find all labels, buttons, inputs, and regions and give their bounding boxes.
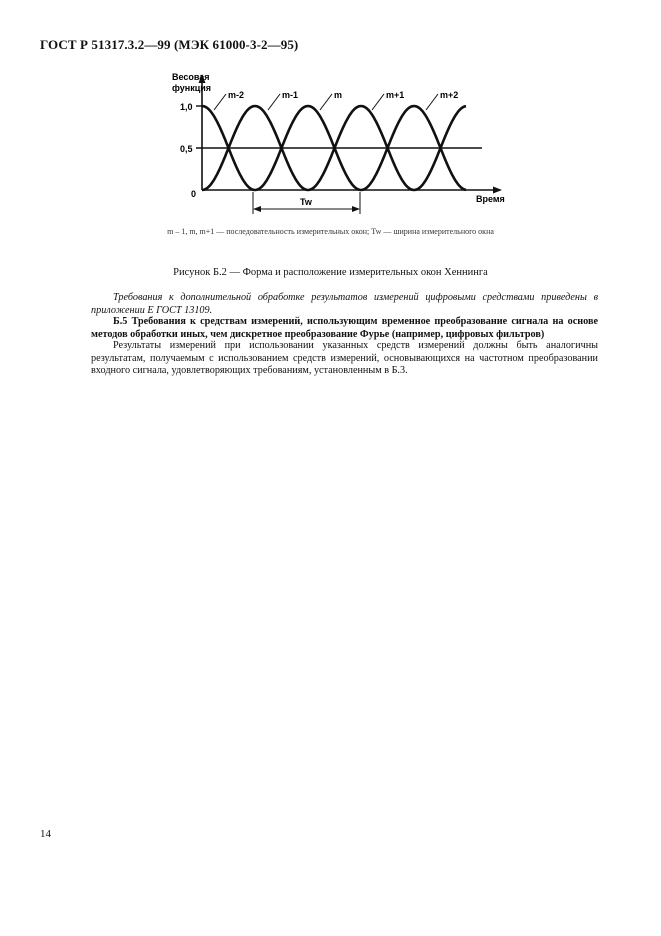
paragraph-italic: Требования к дополнительной обработке результатов измерений цифровыми средствами приведены в приложении Е ГОСТ 13109. — [91, 292, 598, 316]
page-number: 14 — [40, 828, 51, 840]
leader-line-3 — [372, 94, 384, 110]
tw-label: Tw — [300, 197, 312, 207]
leader-line-1 — [268, 94, 280, 110]
tick-05-label: 0,5 — [180, 144, 193, 154]
window-label-m-2: m-2 — [228, 90, 245, 100]
window-label-m+1: m+1 — [386, 90, 405, 100]
tw-arrow-right — [352, 206, 360, 212]
window-label-m: m — [334, 90, 343, 100]
figure-caption: Рисунок Б.2 — Форма и расположение измерительных окон Хеннинга — [173, 267, 488, 278]
tick-0-label: 0 — [191, 189, 197, 199]
paragraph-body: Результаты измерений при использовании указанных средств измерений должны быть аналогичны результатам, получаемым с использованием средств измерений, основывающихся на частотном преобразовании входного сигнала, удовлетворяющих требованиям, установленным в Б.3. — [91, 340, 598, 376]
x-axis-arrow — [493, 187, 502, 194]
hanning-windows-figure — [0, 0, 661, 225]
leader-line-0 — [214, 94, 226, 110]
leader-line-4 — [426, 94, 438, 110]
x-axis-label: Время — [476, 194, 505, 204]
window-label-m-1: m-1 — [282, 90, 299, 100]
window-label-leaders — [214, 94, 438, 110]
tick-1-label: 1,0 — [180, 102, 193, 112]
paragraph-section-b5: Б.5 Требования к средствам измерений, использующим временное преобразование сигнала на основе методов обработки иных, чем дискретное преобразование Фурье (например, цифровых фильтров) — [91, 316, 598, 340]
tw-arrow-left — [253, 206, 261, 212]
y-label-line2: функция — [172, 83, 212, 93]
y-label-line1: Весовая — [172, 72, 210, 82]
leader-line-2 — [320, 94, 332, 110]
document-header: ГОСТ Р 51317.3.2—99 (МЭК 61000-3-2—95) — [40, 37, 299, 52]
window-label-m+2: m+2 — [440, 90, 459, 100]
figure-legend: m – 1, m, m+1 — последовательность измерительных окон; Tw — ширина измерительного окна — [167, 227, 494, 236]
